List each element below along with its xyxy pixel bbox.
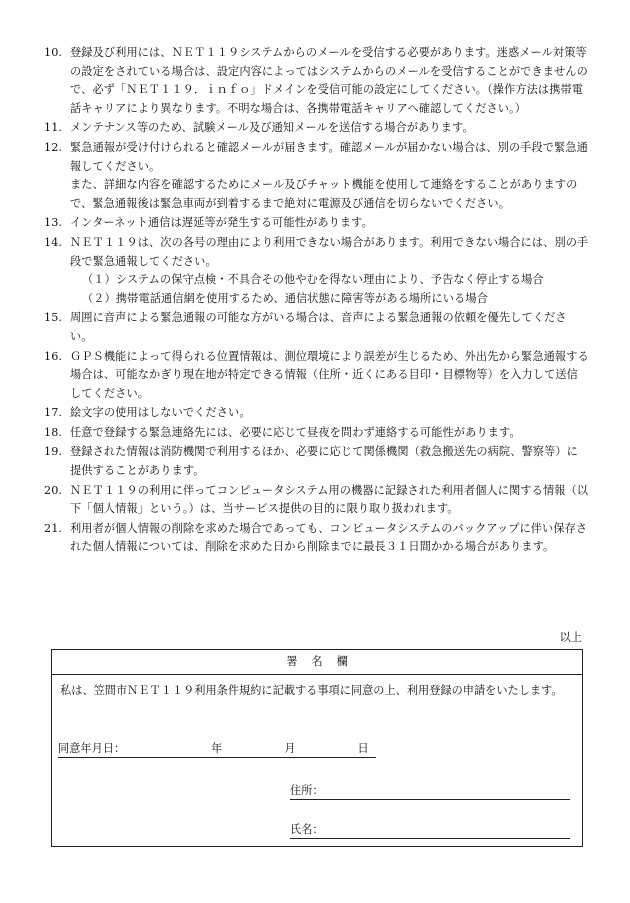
term-number: 13.: [44, 216, 63, 230]
signature-title: 署名欄: [52, 650, 582, 675]
term-text: 絵文字の使用はしないでください。: [70, 406, 251, 420]
term-item: [44, 348, 589, 404]
term-number: 16.: [44, 349, 63, 363]
address-label: 住所：: [290, 784, 324, 797]
closing-mark: 以上: [559, 631, 582, 644]
address-line[interactable]: [290, 782, 570, 800]
name-row: [290, 821, 570, 839]
consent-date-row: [58, 740, 376, 758]
year-label: 年: [211, 742, 223, 755]
month-label: 月: [284, 742, 296, 755]
term-item: [44, 44, 589, 118]
term-item: [44, 234, 589, 308]
term-number: 15.: [44, 311, 63, 325]
term-item: [44, 139, 589, 213]
term-item: [44, 482, 589, 519]
term-text: 任意で登録する緊急連絡先には、必要に応じて昼夜を問わず連絡する可能性があります。: [70, 425, 521, 439]
term-text: 登録された情報は消防機関で利用するほか、必要に応じて関係機関（救急搬送先の病院、警察等）に提供することがあります。: [70, 445, 578, 478]
term-text: 周囲に音声による緊急通報の可能な方がいる場合は、音声による緊急通報の依頼を優先してください。: [70, 311, 567, 343]
consent-date-label: 同意年月日：: [58, 742, 126, 755]
term-subitem: （２）携帯電話通信網を使用するため、通信状態に障害等がある場所にいる場合: [82, 291, 488, 305]
consent-statement: 私は、笠間市ＮＥＴ１１９利用条件規約に記載する事項に同意の上、利用登録の申請をいたします。: [60, 684, 563, 697]
term-text: 登録及び利用には、ＮＥＴ１１９システムからのメールを受信する必要があります。迷惑メール対策等の設定をされている場合は、設定内容によってはシステムからのメールを受信することができませんので、必ず「ＮＥＴ１１９．ｉｎｆｏ」ドメインを受信可能の設定にしてください。（操作方法は携帯電話キャリアにより異なります。不明な場合は、各携帯電話キャリアへ確認してください。）: [70, 46, 588, 115]
term-number: 18.: [44, 425, 63, 439]
term-item: [44, 424, 589, 443]
term-number: 20.: [44, 483, 63, 497]
term-item: [44, 443, 589, 480]
term-text: メンテナンス等のため、試験メール及び通知メールを送信する場合があります。: [70, 121, 474, 135]
name-label: 氏名：: [290, 823, 324, 836]
term-item: [44, 520, 589, 557]
terms-list: [44, 44, 589, 558]
term-number: 12.: [44, 140, 63, 154]
term-subitem: （１）システムの保守点検・不具合その他やむを得ない理由により、予告なく停止する場合: [82, 273, 544, 287]
term-text: 利用者が個人情報の削除を求めた場合であっても、コンピュータシステムのバックアップに伴い保存された個人情報については、削除を求めた日から削除までに最長３１日間かかる場合があります。: [70, 521, 588, 554]
term-item: [44, 309, 589, 346]
name-line[interactable]: [290, 821, 570, 839]
term-item: [44, 214, 589, 233]
term-text: ＮＥＴ１１９の利用に伴ってコンピュータシステム用の機器に記録された利用者個人に関する情報（以下「個人情報」という。）は、当サービス提供の目的に限り取り扱われます。: [70, 483, 589, 516]
term-number: 21.: [44, 521, 63, 535]
day-label: 日: [357, 742, 369, 755]
term-number: 17.: [44, 406, 63, 420]
signature-box: [51, 649, 583, 847]
term-number: 10.: [44, 46, 63, 59]
term-item: [44, 404, 589, 423]
term-text: また、詳細な内容を確認するためにメール及びチャット機能を使用して連絡をすることがありますので、緊急通報後は緊急車両が到着するまで絶対に電源及び通信を切らないでください。: [70, 178, 578, 210]
term-number: 19.: [44, 445, 63, 459]
term-number: 14.: [44, 235, 63, 249]
consent-date-line[interactable]: [58, 740, 376, 758]
term-item: [44, 119, 589, 138]
term-text: ＧＰＳ機能によって得られる位置情報は、測位環境により誤差が生じるため、外出先から緊急通報する場合は、可能なかぎり現在地が特定できる情報（住所・近くにある目印・目標物等）を入力して送信してください。: [70, 349, 589, 400]
term-number: 11.: [44, 121, 63, 135]
term-text: ＮＥＴ１１９は、次の各号の理由により利用できない場合があります。利用できない場合には、別の手段で緊急通報してください。: [70, 235, 589, 268]
term-text: インターネット通信は遅延等が発生する可能性があります。: [70, 216, 373, 230]
address-row: [290, 782, 570, 800]
term-text: 緊急通報が受け付けられると確認メールが届きます。確認メールが届かない場合は、別の手段で緊急通報してください。: [70, 140, 588, 173]
